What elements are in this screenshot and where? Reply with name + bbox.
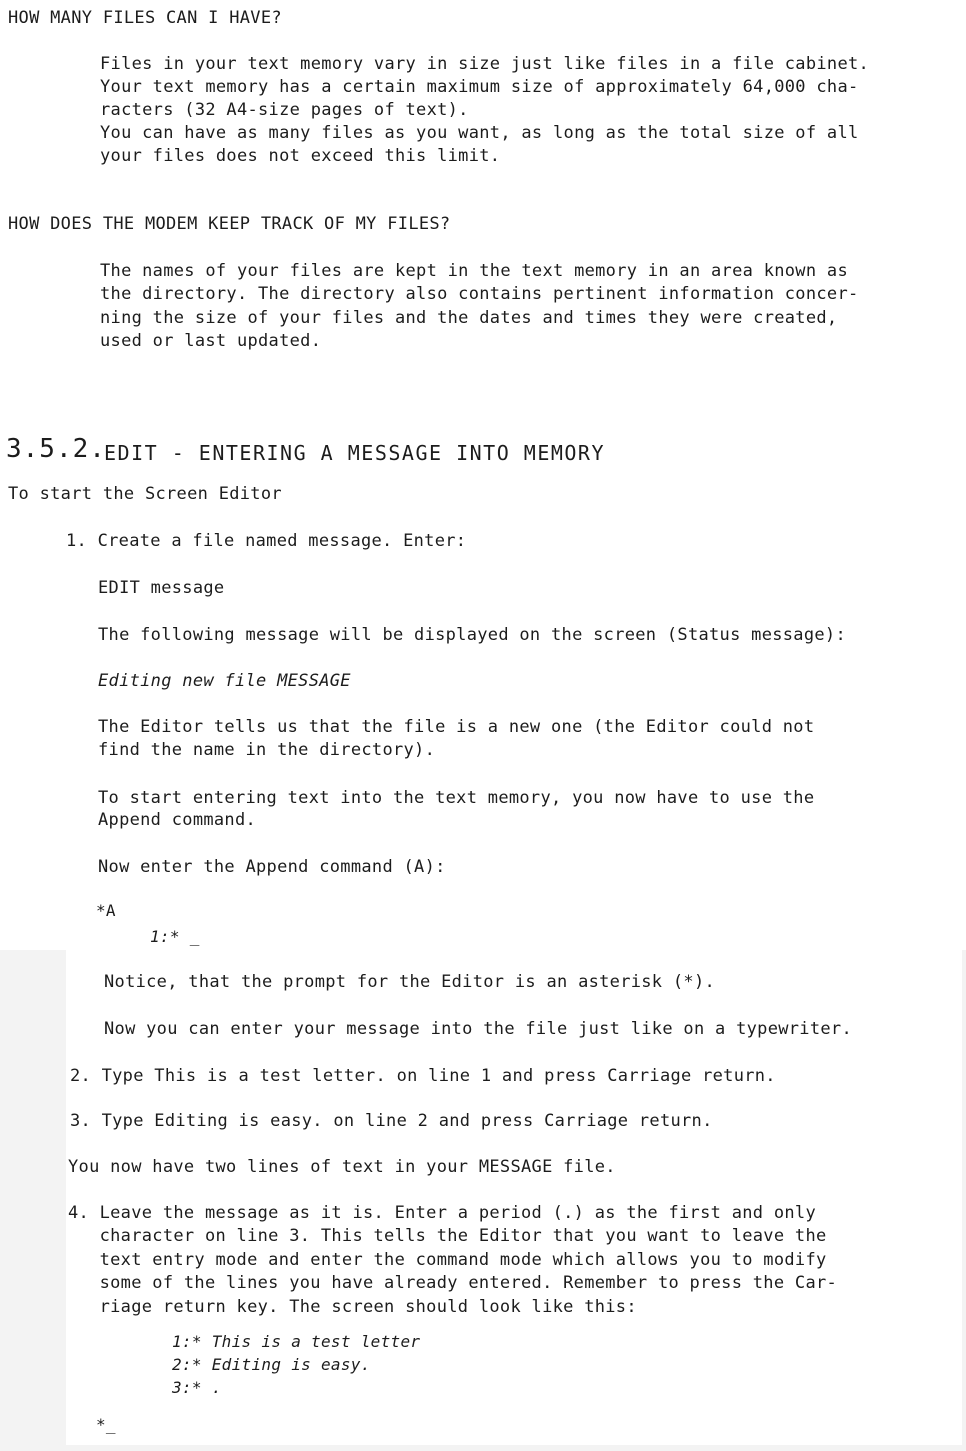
- status-message: Editing new file MESSAGE: [98, 671, 351, 691]
- command-edit-message: EDIT message: [98, 578, 225, 598]
- step-4-line: text entry mode and enter the command mode which allows you to modify: [68, 1250, 827, 1270]
- paragraph-line: racters (32 A4-size pages of text).: [100, 100, 469, 120]
- paragraph-line: The names of your files are kept in the text memory in an area known as: [100, 261, 848, 281]
- section-intro: To start the Screen Editor: [8, 484, 282, 504]
- paragraph-line: You can have as many files as you want, as long as the total size of all: [100, 123, 859, 143]
- step-4-line: character on line 3. This tells the Editor that you want to leave the: [68, 1226, 827, 1246]
- screen-listing-line: 2:* Editing is easy.: [172, 1355, 371, 1374]
- paragraph-line: your files does not exceed this limit.: [100, 146, 501, 166]
- screen-line-1-prompt: 1:* _: [150, 927, 200, 946]
- screen-listing-line: 1:* This is a test letter: [172, 1332, 421, 1351]
- section-heading-modem: HOW DOES THE MODEM KEEP TRACK OF MY FILES?: [8, 214, 451, 234]
- paragraph-line: the directory. The directory also contains pertinent information concer-: [100, 284, 859, 304]
- step-1: 1. Create a file named message. Enter:: [66, 531, 467, 551]
- section-number: 3.5.2.: [6, 434, 106, 464]
- append-prompt: Now enter the Append command (A):: [98, 857, 446, 877]
- screen-append-command: *A: [96, 901, 116, 920]
- section-heading-files: HOW MANY FILES CAN I HAVE?: [8, 8, 282, 28]
- paragraph-line: Append command.: [98, 810, 257, 830]
- notice-line: Notice, that the prompt for the Editor is an asterisk (*).: [104, 972, 716, 992]
- paragraph-line: Your text memory has a certain maximum size of approximately 64,000 cha-: [100, 77, 859, 97]
- paragraph-line: To start entering text into the text memory, you now have to use the: [98, 788, 815, 808]
- status-intro: The following message will be displayed on the screen (Status message):: [98, 625, 846, 645]
- final-prompt-cursor: *_: [96, 1415, 116, 1434]
- section-title: EDIT - ENTERING A MESSAGE INTO MEMORY: [104, 441, 606, 465]
- typewriter-line: Now you can enter your message into the file just like on a typewriter.: [104, 1019, 852, 1039]
- step-2: 2. Type This is a test letter. on line 1 and press Carriage return.: [70, 1066, 776, 1086]
- paragraph-line: used or last updated.: [100, 331, 322, 351]
- paragraph-line: The Editor tells us that the file is a new one (the Editor could not: [98, 717, 815, 737]
- paragraph-line: Files in your text memory vary in size just like files in a file cabinet.: [100, 54, 870, 74]
- step-3: 3. Type Editing is easy. on line 2 and press Carriage return.: [70, 1111, 713, 1131]
- two-lines-note: You now have two lines of text in your MESSAGE file.: [68, 1157, 616, 1177]
- paragraph-line: find the name in the directory).: [98, 740, 436, 760]
- paragraph-line: ning the size of your files and the dates and times they were created,: [100, 308, 838, 328]
- step-4-line: riage return key. The screen should look like this:: [68, 1297, 637, 1317]
- step-4-line: some of the lines you have already entered. Remember to press the Car-: [68, 1273, 838, 1293]
- step-4-line: 4. Leave the message as it is. Enter a period (.) as the first and only: [68, 1203, 816, 1223]
- screen-listing-line: 3:* .: [172, 1378, 222, 1397]
